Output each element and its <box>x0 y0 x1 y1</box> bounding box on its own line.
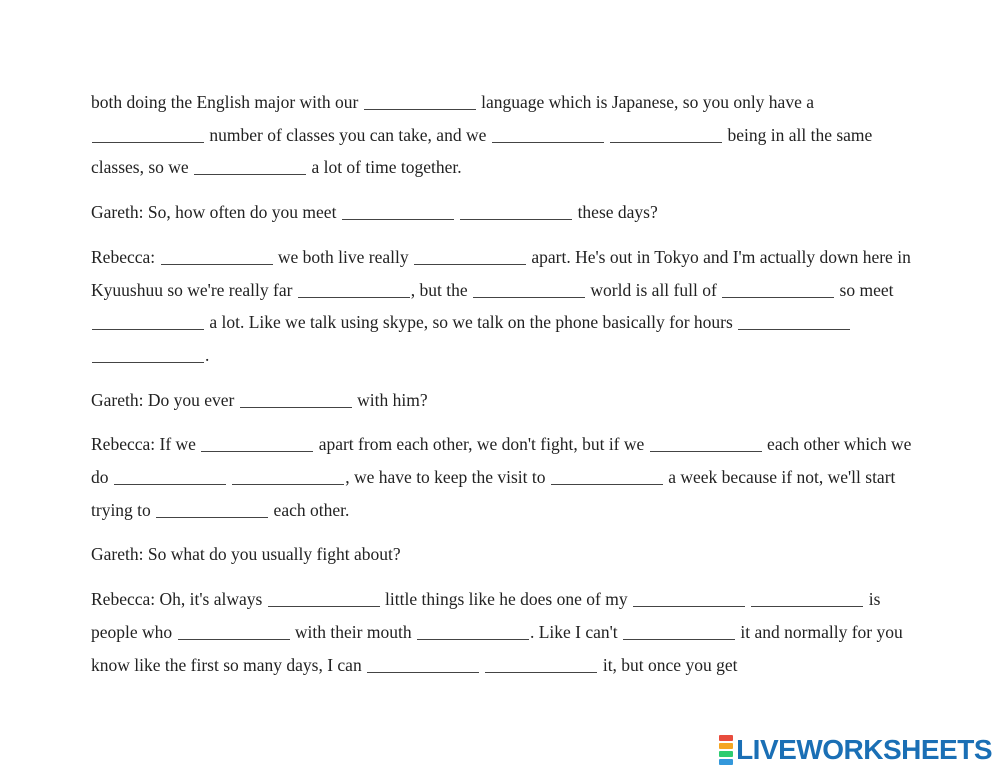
answer-blank-11[interactable] <box>473 281 585 298</box>
paragraph <box>91 583 921 681</box>
text-segment: it, but once you get <box>598 654 738 675</box>
answer-blank-3[interactable] <box>492 126 604 143</box>
text-segment: we both live really <box>273 246 413 267</box>
text-segment <box>746 589 750 609</box>
logo-bar <box>719 751 733 757</box>
text-segment: a week because if not, we'll start trying to <box>91 467 896 520</box>
paragraph <box>91 196 921 229</box>
answer-blank-15[interactable] <box>92 346 204 363</box>
answer-blank-28[interactable] <box>623 623 735 640</box>
liveworksheets-logo <box>719 734 992 766</box>
text-segment: is people who <box>91 589 881 642</box>
text-segment: so meet <box>835 279 894 300</box>
text-segment: language which is Japanese, so you only have a <box>476 92 814 112</box>
paragraph <box>91 241 921 372</box>
answer-blank-24[interactable] <box>633 590 745 607</box>
answer-blank-18[interactable] <box>650 435 762 452</box>
text-segment: a lot. Like we talk using skype, so we talk on the phone basically for hours <box>205 312 738 333</box>
paragraph <box>91 86 921 184</box>
text-segment: these days? <box>573 202 658 223</box>
text-segment: being in all the same classes, so we <box>91 124 873 178</box>
answer-blank-21[interactable] <box>551 468 663 485</box>
answer-blank-5[interactable] <box>194 158 306 175</box>
text-segment: Gareth: So what do you usually fight about? <box>91 544 401 565</box>
text-segment: world is all full of <box>586 279 722 300</box>
logo-bar <box>719 759 733 765</box>
answer-blank-29[interactable] <box>367 656 479 673</box>
paragraph <box>91 538 921 571</box>
paragraph <box>91 428 921 526</box>
answer-blank-23[interactable] <box>268 590 380 607</box>
logo-bar <box>719 735 733 741</box>
text-segment: . <box>205 344 210 365</box>
text-segment: number of classes you can take, and we <box>205 124 491 145</box>
text-segment: with him? <box>352 389 428 410</box>
text-segment: , but the <box>410 279 473 300</box>
answer-blank-6[interactable] <box>342 203 454 220</box>
text-segment: Rebecca: Oh, it's always <box>91 589 267 610</box>
text-segment <box>605 125 609 145</box>
text-segment <box>480 655 484 675</box>
answer-blank-7[interactable] <box>460 203 572 220</box>
text-segment: , we have to keep the visit to <box>345 467 550 488</box>
text-segment: Gareth: Do you ever <box>91 389 239 410</box>
text-segment: a lot of time together. <box>307 157 462 178</box>
logo-mark-icon <box>719 734 733 766</box>
logo-bar <box>719 743 733 749</box>
worksheet-text <box>91 86 921 693</box>
answer-blank-13[interactable] <box>92 313 204 330</box>
answer-blank-30[interactable] <box>485 656 597 673</box>
text-segment <box>227 467 231 487</box>
answer-blank-12[interactable] <box>722 281 834 298</box>
text-segment: . Like I can't <box>529 621 623 642</box>
answer-blank-10[interactable] <box>298 281 410 298</box>
logo-text: LIVEWORKSHEETS <box>736 734 992 765</box>
text-segment: each other which we do <box>91 434 912 488</box>
answer-blank-2[interactable] <box>92 126 204 143</box>
answer-blank-19[interactable] <box>114 468 226 485</box>
text-segment: apart. He's out in Tokyo and I'm actually down here in Kyuushuu so we're really far <box>91 246 911 300</box>
text-segment <box>455 202 459 222</box>
answer-blank-27[interactable] <box>417 623 529 640</box>
answer-blank-20[interactable] <box>232 468 344 485</box>
text-segment: Gareth: So, how often do you meet <box>91 202 341 223</box>
answer-blank-9[interactable] <box>414 248 526 265</box>
text-segment: apart from each other, we don't fight, but if we <box>314 434 649 455</box>
text-segment: Rebecca: <box>91 246 160 267</box>
answer-blank-14[interactable] <box>738 313 850 330</box>
text-segment: it and normally for you know like the first so many days, I can <box>91 621 903 675</box>
text-segment: each other. <box>269 499 350 520</box>
answer-blank-22[interactable] <box>156 501 268 518</box>
answer-blank-4[interactable] <box>610 126 722 143</box>
text-segment: with their mouth <box>290 621 416 642</box>
answer-blank-8[interactable] <box>161 248 273 265</box>
answer-blank-1[interactable] <box>364 93 476 110</box>
answer-blank-26[interactable] <box>178 623 290 640</box>
text-segment: little things like he does one of my <box>380 589 632 610</box>
text-segment: both doing the English major with our <box>91 92 363 112</box>
text-segment: Rebecca: If we <box>91 434 201 455</box>
paragraph <box>91 384 921 417</box>
answer-blank-25[interactable] <box>751 590 863 607</box>
answer-blank-17[interactable] <box>201 435 313 452</box>
answer-blank-16[interactable] <box>240 391 352 408</box>
